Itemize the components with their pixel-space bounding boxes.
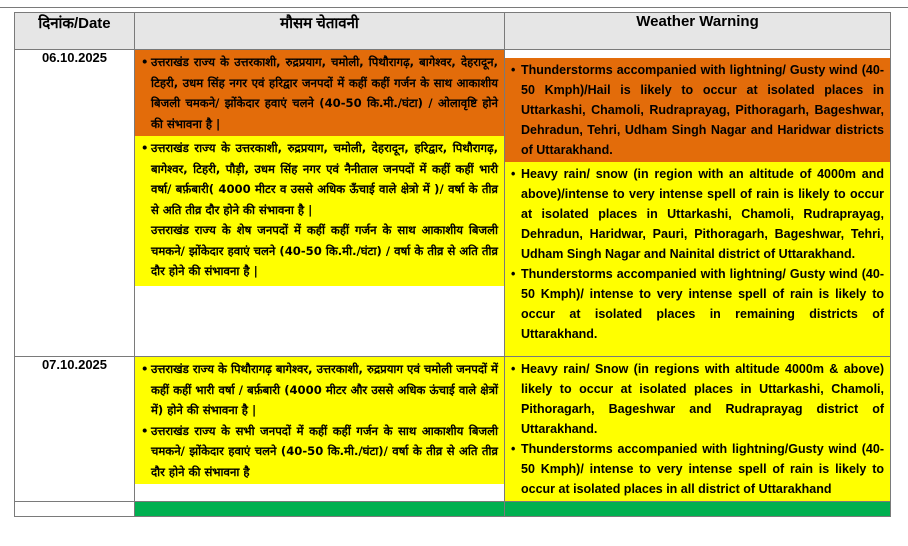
hindi-warning-cell [135,357,505,502]
bullet-icon: • [511,442,516,456]
warning-text: Thunderstorms accompanied with lightning/ Gusty wind (40-50 Kmph)/ intense to very intense spell of rain is likely to occur at isolated places in remaining districts of Uttarakhand. [521,267,884,341]
row-date: 06.10.2025 [15,50,135,357]
bullet-icon: • [141,362,149,376]
warning-text: उत्तराखंड राज्य के उत्तरकाशी, रुद्रप्रयाग, चमोली, पिथौरागढ़, बागेश्वर, देहरादून, टिहरी, उधम सिंह नगर एवं हरिद्वार जनपदों में कहीं कहीं गर्जन के साथ आकाशीय बिजली चमकने/ झोंकेदार हवाएं चलने (40-50 कि.मी./घंटा) / ओलावृष्टि होने की संभावना है | [151,55,498,131]
warning-text-continued: उत्तराखंड राज्य के शेष जनपदों में कहीं कहीं गर्जन के साथ आकाशीय बिजली चमकने/ झोंकेदार हवाएं चलने (40-50 कि.मी./घंटा) / वर्षा के तीव्र से अति तीव्र दौर होने की संभावना है | [151,223,498,278]
table-row-partial [15,502,891,517]
weather-warning-table [14,12,891,517]
hindi-warning-yellow [135,136,504,286]
english-warning-yellow [505,357,890,501]
hindi-warning-yellow [135,357,504,484]
warning-text: Thunderstorms accompanied with lightning/Gusty wind (40-50 Kmph)/ intense to very intense spell of rain is likely to occur at isolated places in all district of Uttarakhand [521,442,884,496]
english-warning-yellow [505,162,890,356]
english-warning-cell [505,50,891,357]
table-row [15,50,891,357]
english-warning-column-header: Weather Warning [505,13,891,50]
english-warning-orange [505,58,890,162]
warning-text: उत्तराखंड राज्य के पिथौरागढ़ बागेश्वर, उत्तरकाशी, रुद्रप्रयाग एवं चमोली जनपदों में कहीं कहीं भारी वर्षा / बर्फ़बारी (4000 मीटर और उससे अधिक ऊंचाई वाले क्षेत्रों में) होने की संभावना है | [151,362,498,417]
next-row-green-band [135,502,505,517]
table-header-row [15,13,891,50]
row-date: 07.10.2025 [15,357,135,502]
english-warning-cell [505,357,891,502]
bullet-icon: • [141,423,149,438]
hindi-warning-orange [135,50,504,136]
bullet-icon: • [141,55,149,69]
warning-text: उत्तराखंड राज्य के सभी जनपदों में कहीं कहीं गर्जन के साथ आकाशीय बिजली चमकने/ झोंकेदार हवाएं चलने (40-50 कि.मी./घंटा)/ वर्षा के तीव्र से अति तीव्र दौर होने की संभावना है [151,423,498,479]
warning-text: Heavy rain/ snow (in region with an altitude of 4000m and above)/intense to very intense spell of rain is likely to occur at isolated places in Uttarkashi, Chamoli, Rudraprayag, Dehradun, Haridwar, Pauri, Pithoragarh, Bageshwar, Tehri, Udham Singh Nagar and Nainital district of Uttarakhand. [521,167,884,261]
date-column-header: दिनांक/Date [15,13,135,50]
warning-text: Heavy rain/ Snow (in regions with altitude 4000m & above) likely to occur at isolated places in Uttarkashi, Chamoli, Pithoragarh, Bageshwar and Rudraprayag district of Uttarakhand. [521,362,884,436]
table-row [15,357,891,502]
bullet-icon: • [511,63,516,77]
bullet-icon: • [511,267,516,281]
hindi-warning-cell [135,50,505,357]
warning-text: उत्तराखंड राज्य के उत्तरकाशी, रुद्रप्रयाग, चमोली, देहरादून, हरिद्वार, पिथौरागढ़, बागेश्वर, टिहरी, पौड़ी, उधम सिंह नगर एवं नैनीताल जनपदों में कहीं कहीं भारी वर्षा/ बर्फ़बारी( 4000 मीटर व उससे अधिक ऊँचाई वाले क्षेत्रो में )/ वर्षा के तीव्र से अति तीव्र दौर होने की संभावना है | [151,141,498,217]
next-row-green-band [505,502,891,517]
bullet-icon: • [511,362,516,376]
warning-text: Thunderstorms accompanied with lightning/ Gusty wind (40-50 Kmph)/Hail is likely to occur at isolated places in Uttarkashi, Chamoli, Rudraprayag, Pithoragarh, Bageshwar, Dehradun, Tehri, Udham Singh Nagar and Haridwar districts of Uttarakhand. [521,63,884,157]
bullet-icon: • [141,141,149,155]
hindi-warning-column-header: मौसम चेतावनी [135,13,505,50]
previous-page-strip [0,0,908,8]
bullet-icon: • [511,167,516,181]
